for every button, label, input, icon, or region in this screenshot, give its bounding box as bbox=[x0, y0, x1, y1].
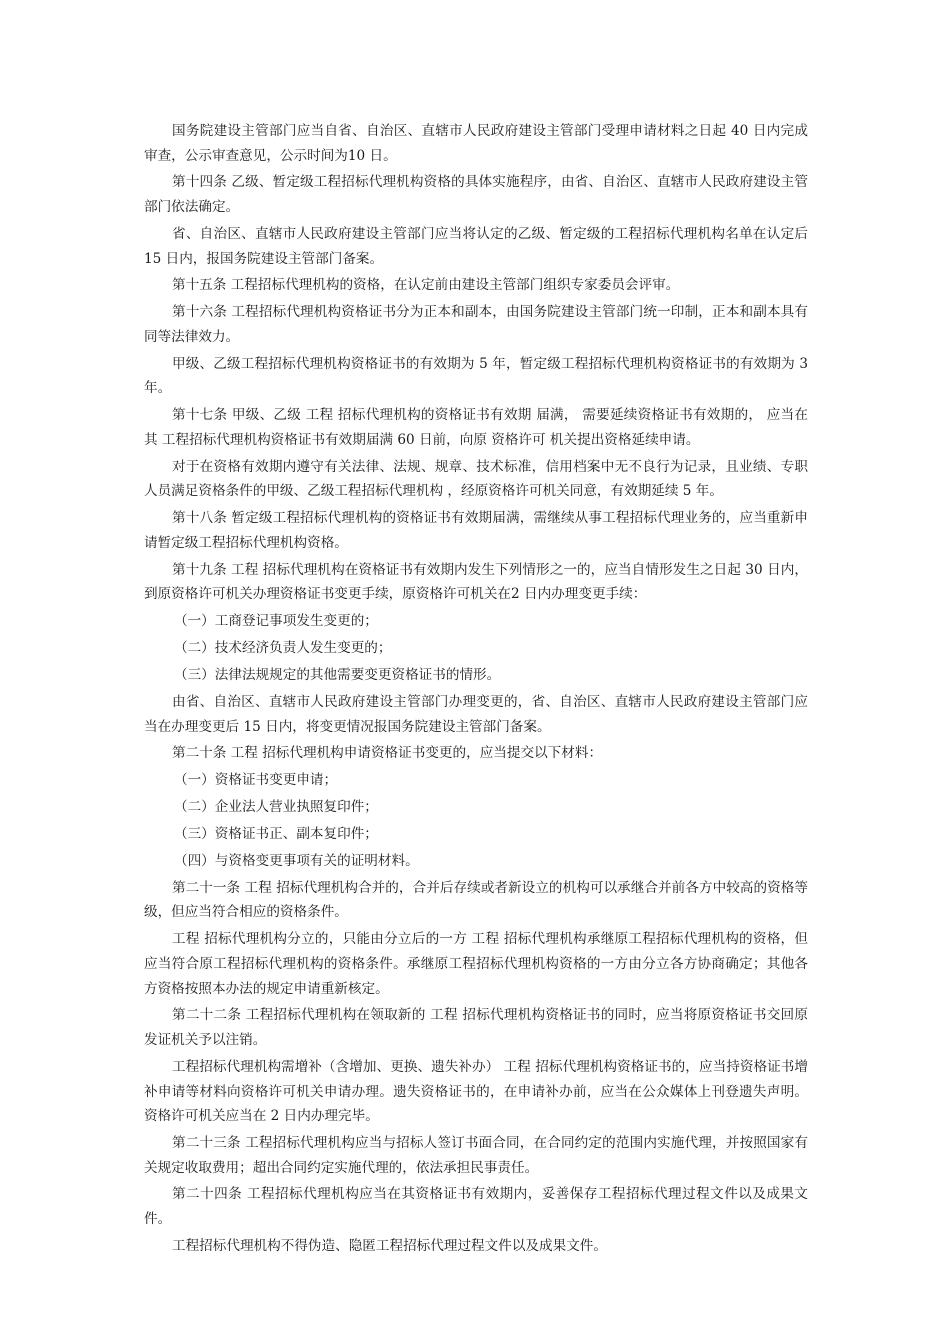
paragraph: 省、自治区、直辖市人民政府建设主管部门应当将认定的乙级、暂定级的工程招标代理机构名单在认定后 15 日内，报国务院建设主管部门备案。 bbox=[144, 225, 808, 267]
article-24: 第二十四条 工程招标代理机构应当在其资格证书有效期内，妥善保存工程招标代理过程文件以及成果文件。 bbox=[144, 1186, 808, 1228]
article-19: 第十九条 工程 招标代理机构在资格证书有效期内发生下列情形之一的，应当自情形发生之日起 30 日内，到原资格许可机关办理资格证书变更手续，原资格许可机关在2 日内办理变更手续： bbox=[144, 561, 808, 603]
article-15: 第十五条 工程招标代理机构的资格，在认定前由建设主管部门组织专家委员会评审。 bbox=[172, 277, 680, 294]
article-14: 第十四条 乙级、暂定级工程招标代理机构资格的具体实施程序，由省、自治区、直辖市人民政府建设主管部门依法确定。 bbox=[144, 174, 808, 216]
article-20: 第二十条 工程 招标代理机构申请资格证书变更的，应当提交以下材料： bbox=[172, 745, 603, 762]
article-17: 第十七条 甲级、乙级 工程 招标代理机构的资格证书有效期 届满， 需要延续资格证书有效期的， 应当在其 工程招标代理机构资格证书有效期届满 60 日前，向原 资格许可 机关提出资格延续申请。 bbox=[144, 407, 808, 448]
article-18: 第十八条 暂定级工程招标代理机构的资格证书有效期届满，需继续从事工程招标代理业务的，应当重新申请暂定级工程招标代理机构资格。 bbox=[144, 510, 808, 551]
article-22: 第二十二条 工程招标代理机构在领取新的 工程 招标代理机构资格证书的同时，应当将原资格证书交回原发证机关予以注销。 bbox=[144, 1007, 808, 1049]
list-item: （三）法律法规规定的其他需要变更资格证书的情形。 bbox=[174, 667, 501, 684]
paragraph: 甲级、乙级工程招标代理机构资格证书的有效期为 5 年，暂定级工程招标代理机构资格证书的有效期为 3 年。 bbox=[144, 355, 808, 397]
paragraph: 工程招标代理机构需增补（含增加、更换、遗失补办） 工程 招标代理机构资格证书的，应当持资格证书增补申请等材料向资格许可机关申请办理。遗失资格证书的，在申请补办前，应当在公众媒体上刊登遗失声明。资格许可机关应当在 2 日内办理完毕。 bbox=[144, 1058, 808, 1125]
article-16: 第十六条 工程招标代理机构资格证书分为正本和副本，由国务院建设主管部门统一印制，正本和副本具有同等法律效力。 bbox=[144, 304, 808, 345]
document-page bbox=[144, 119, 808, 1261]
list-item: （一）资格证书变更申请； bbox=[174, 772, 338, 789]
paragraph: 由省、自治区、直辖市人民政府建设主管部门办理变更的，省、自治区、直辖市人民政府建设主管部门应当在办理变更后 15 日内，将变更情况报国务院建设主管部门备案。 bbox=[144, 693, 808, 735]
paragraph: 工程招标代理机构不得伪造、隐匿工程招标代理过程文件以及成果文件。 bbox=[172, 1237, 607, 1254]
list-item: （三）资格证书正、副本复印件； bbox=[174, 826, 378, 843]
paragraph: 工程 招标代理机构分立的，只能由分立后的一方 工程 招标代理机构承继原工程招标代理机构的资格，但应当符合原工程招标代理机构的资格条件。承继原工程招标代理机构资格的一方由分立各方协商确定；其他各方资格按照本办法的规定申请重新核定。 bbox=[144, 931, 808, 997]
list-item: （一）工商登记事项发生变更的； bbox=[174, 613, 378, 630]
article-21: 第二十一条 工程 招标代理机构合并的，合并后存续或者新设立的机构可以承继合并前各方中较高的资格等级，但应当符合相应的资格条件。 bbox=[144, 879, 808, 921]
paragraph: 国务院建设主管部门应当自省、自治区、直辖市人民政府建设主管部门受理申请材料之日起 40 日内完成审查，公示审查意见，公示时间为10 日。 bbox=[144, 123, 808, 164]
article-23: 第二十三条 工程招标代理机构应当与招标人签订书面合同，在合同约定的范围内实施代理，并按照国家有关规定收取费用；超出合同约定实施代理的，依法承担民事责任。 bbox=[144, 1134, 808, 1176]
list-item: （二）技术经济负责人发生变更的； bbox=[174, 640, 392, 657]
paragraph: 对于在资格有效期内遵守有关法律、法规、规章、技术标准，信用档案中无不良行为记录，且业绩、专职人员满足资格条件的甲级、乙级工程招标代理机构 ，经原资格许可机关同意，有效期延续 5 年。 bbox=[144, 458, 808, 500]
list-item: （二）企业法人营业执照复印件； bbox=[174, 799, 378, 816]
list-item: （四）与资格变更事项有关的证明材料。 bbox=[174, 852, 419, 869]
